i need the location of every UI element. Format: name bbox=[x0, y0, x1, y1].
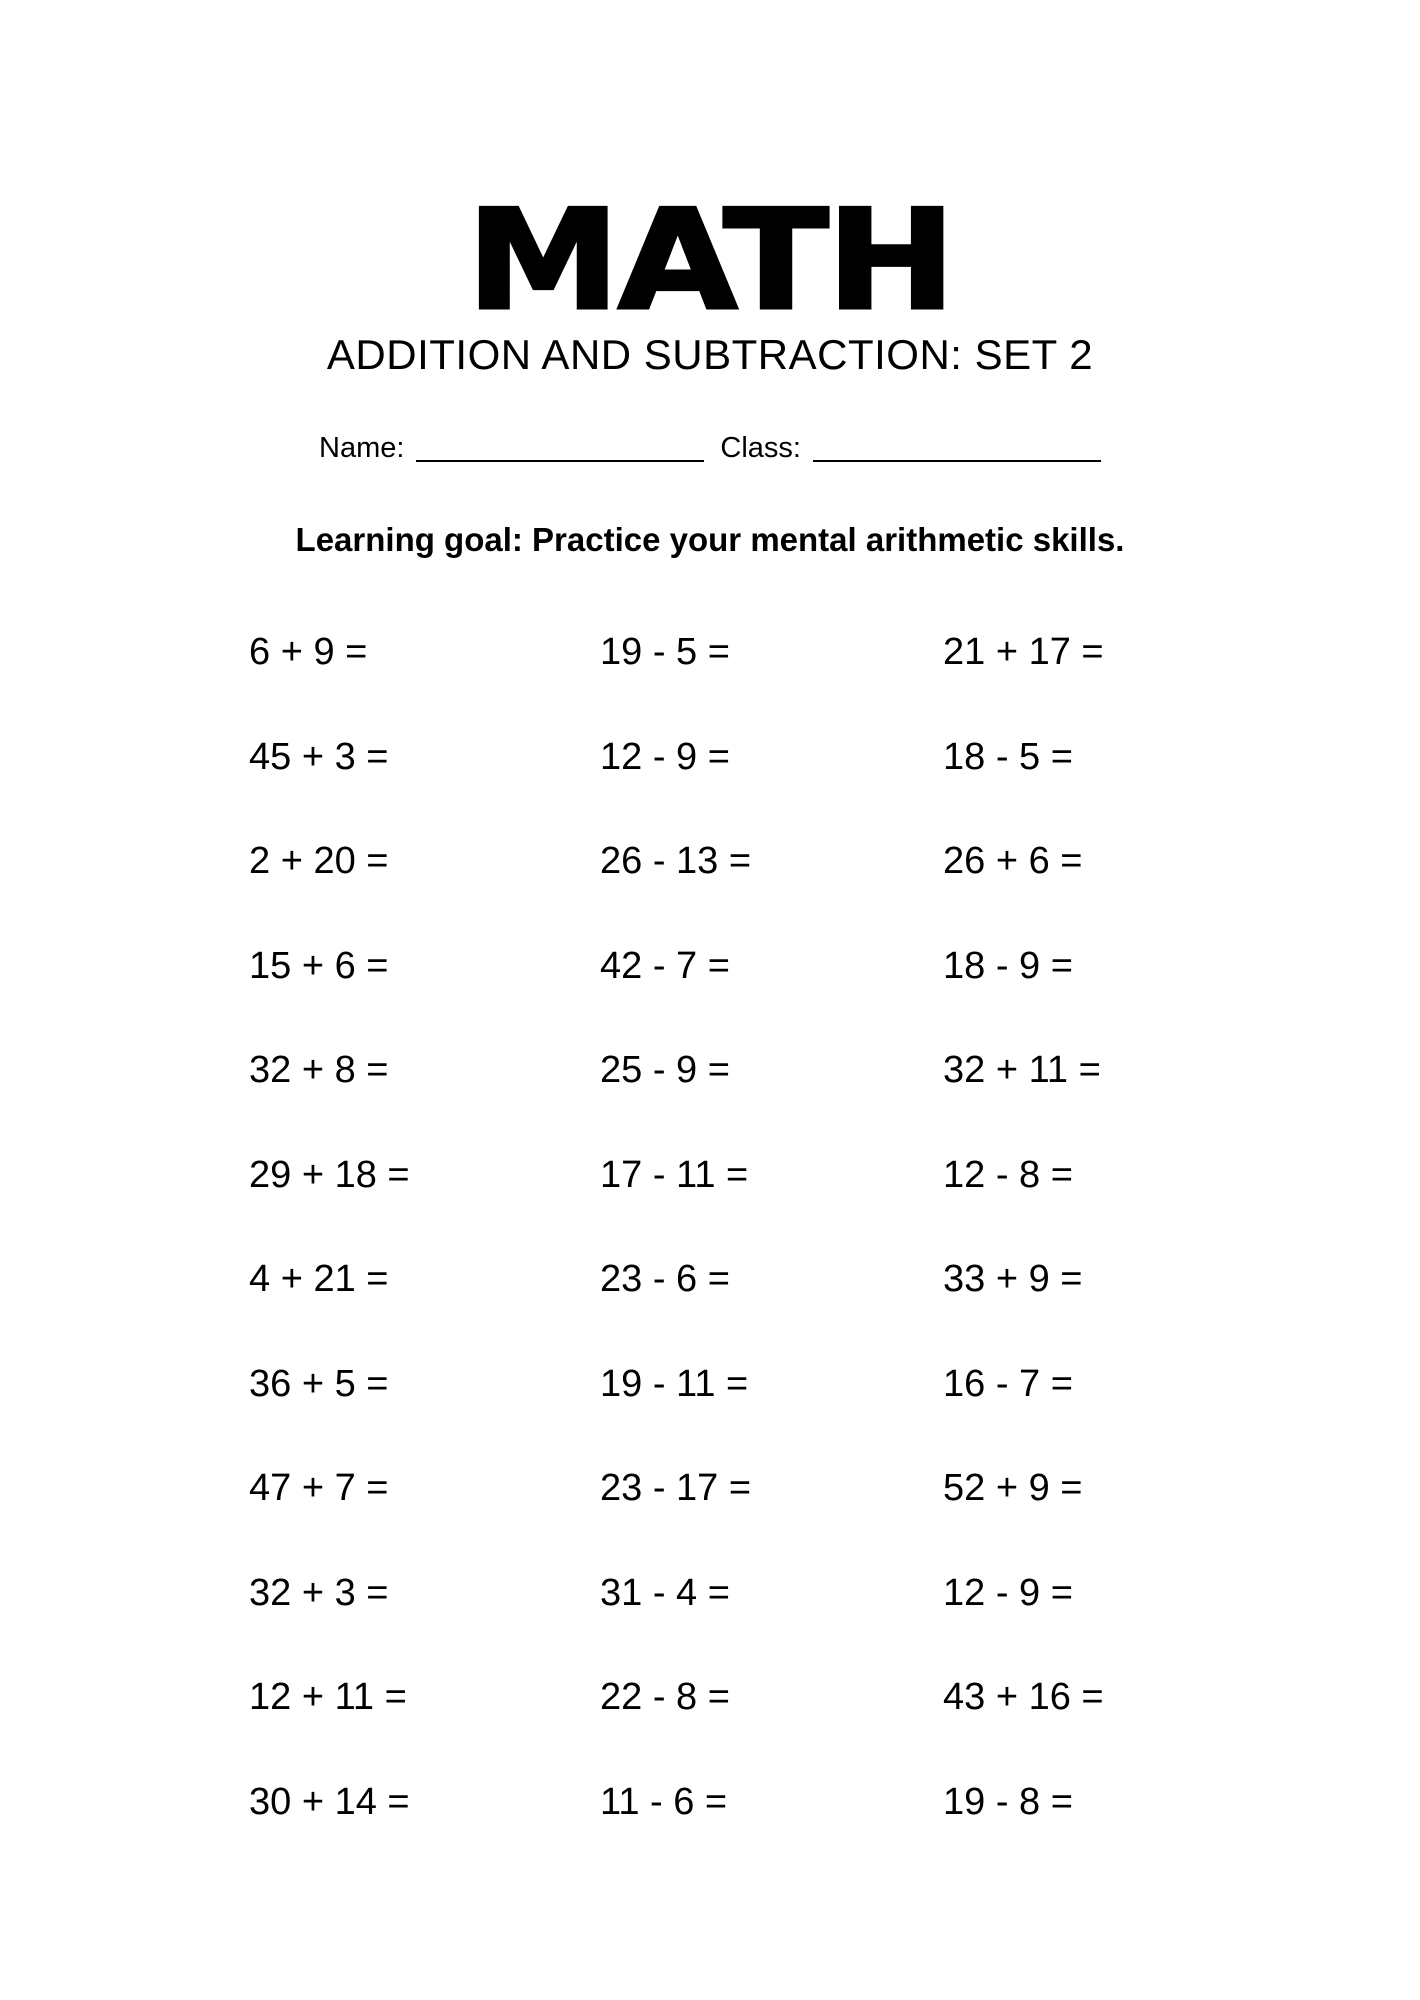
problem-row bbox=[249, 1675, 1249, 1780]
problem: 30 + 14 = bbox=[249, 1780, 410, 1823]
problem: 42 - 7 = bbox=[600, 944, 730, 987]
problem-row bbox=[249, 839, 1249, 944]
problem: 12 + 11 = bbox=[249, 1676, 407, 1718]
problem: 19 - 11 = bbox=[600, 1362, 749, 1405]
problem: 29 + 18 = bbox=[249, 1153, 410, 1196]
problem-row bbox=[249, 1257, 1249, 1362]
problem: 52 + 9 = bbox=[943, 1467, 1083, 1509]
problem: 17 - 11 = bbox=[600, 1153, 749, 1196]
problem: 6 + 9 = bbox=[249, 631, 368, 673]
problem: 45 + 3 = bbox=[249, 735, 389, 778]
problem: 21 + 17 = bbox=[943, 631, 1104, 673]
problem-row bbox=[249, 1153, 1249, 1258]
problem-row bbox=[249, 630, 1249, 735]
class-field[interactable] bbox=[813, 430, 1101, 462]
problem: 23 - 6 = bbox=[600, 1258, 730, 1300]
problem: 26 - 13 = bbox=[600, 840, 752, 882]
problem-row bbox=[249, 944, 1249, 1049]
problem-row bbox=[249, 1780, 1249, 1885]
problem-row bbox=[249, 1048, 1249, 1153]
problem: 32 + 8 = bbox=[249, 1049, 389, 1091]
problem: 18 - 5 = bbox=[943, 735, 1073, 778]
class-label: Class: bbox=[720, 432, 801, 464]
problem: 31 - 4 = bbox=[600, 1571, 730, 1614]
problem: 12 - 9 = bbox=[943, 1571, 1073, 1614]
learning-goal: Learning goal: Practice your mental arithmetic skills. bbox=[295, 521, 1125, 558]
problem-row bbox=[249, 1362, 1249, 1467]
worksheet-subtitle: ADDITION AND SUBTRACTION: SET 2 bbox=[326, 331, 1094, 378]
problem: 12 - 9 = bbox=[600, 735, 730, 778]
problem: 43 + 16 = bbox=[943, 1676, 1104, 1718]
problem: 33 + 9 = bbox=[943, 1258, 1083, 1300]
problem: 32 + 11 = bbox=[943, 1049, 1101, 1091]
problem: 47 + 7 = bbox=[249, 1467, 389, 1509]
problem: 23 - 17 = bbox=[600, 1467, 752, 1509]
problem: 18 - 9 = bbox=[943, 944, 1073, 987]
problem: 2 + 20 = bbox=[249, 840, 389, 882]
worksheet-title: MATH bbox=[466, 180, 954, 341]
problem: 32 + 3 = bbox=[249, 1571, 389, 1614]
problem: 26 + 6 = bbox=[943, 840, 1083, 882]
problem: 12 - 8 = bbox=[943, 1153, 1073, 1196]
problem: 22 - 8 = bbox=[600, 1676, 730, 1718]
problem: 36 + 5 = bbox=[249, 1362, 389, 1405]
problem: 25 - 9 = bbox=[600, 1049, 730, 1091]
problem-row bbox=[249, 735, 1249, 840]
problem: 11 - 6 = bbox=[600, 1780, 728, 1823]
problem: 15 + 6 = bbox=[249, 944, 389, 987]
student-info-fields bbox=[0, 428, 1420, 468]
problem-row bbox=[249, 1466, 1249, 1571]
problem: 19 - 8 = bbox=[943, 1780, 1073, 1823]
problem-grid bbox=[249, 630, 1249, 1884]
name-field[interactable] bbox=[416, 430, 704, 462]
problem: 19 - 5 = bbox=[600, 631, 730, 673]
problem: 4 + 21 = bbox=[249, 1258, 389, 1300]
problem-row bbox=[249, 1571, 1249, 1676]
name-label: Name: bbox=[319, 432, 405, 464]
problem: 16 - 7 = bbox=[943, 1362, 1073, 1405]
